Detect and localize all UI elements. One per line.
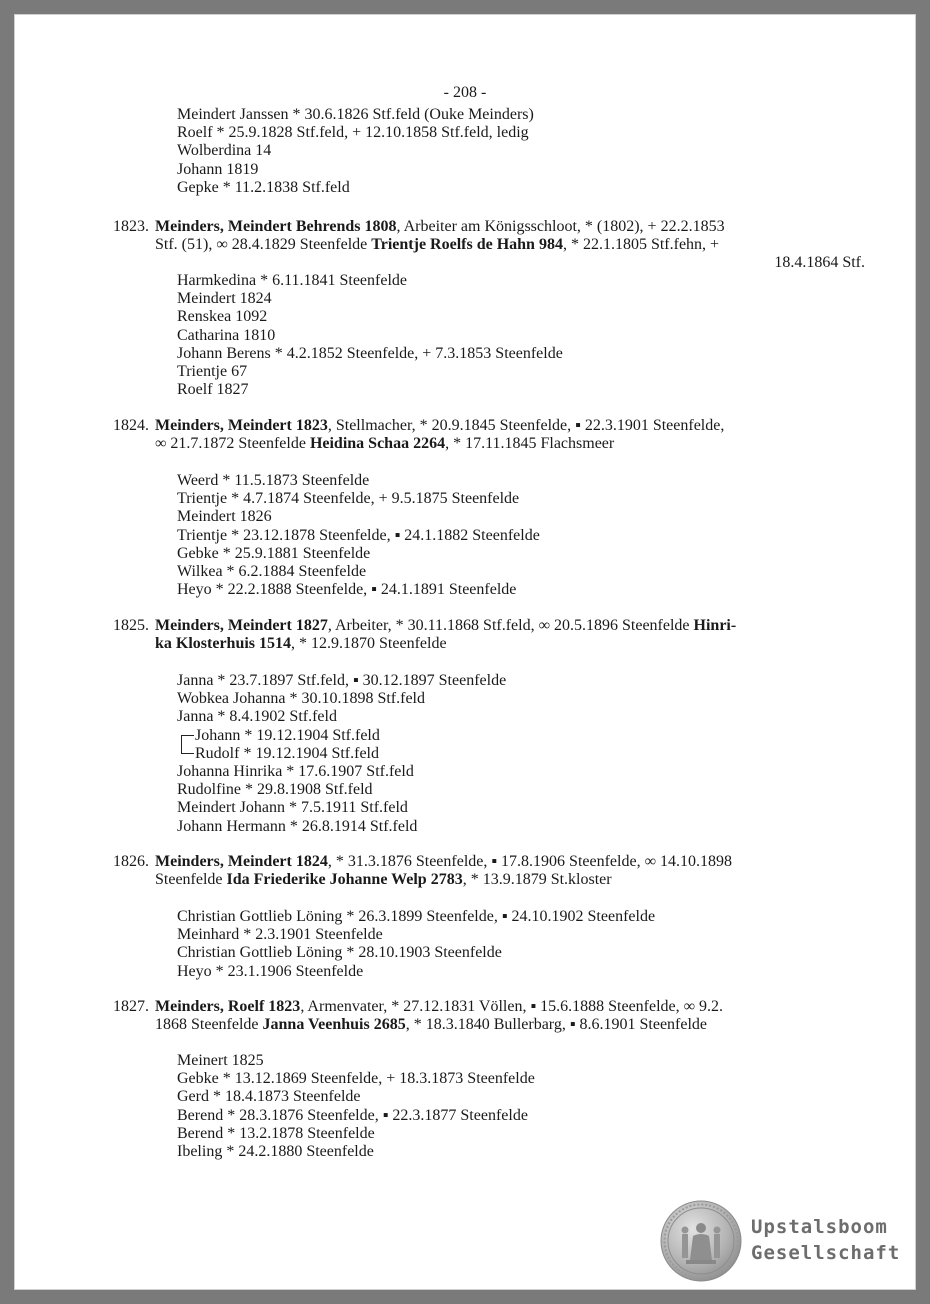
page-number: - 208 - — [443, 84, 487, 101]
child-entry: Gerd * 18.4.1873 Steenfelde — [177, 1088, 361, 1106]
child-entry: Meinert 1825 — [177, 1052, 264, 1069]
child-entry: Wobkea Johanna * 30.10.1898 Stf.feld — [177, 690, 425, 708]
child-entry: Johann Berens * 4.2.1852 Steenfelde, + 7.3.1853 Steenfelde — [177, 344, 563, 362]
entry-number: 1827. — [113, 998, 149, 1015]
child-entry: Heyo * 22.2.1888 Steenfelde, ▪ 24.1.1891 Steenfelde — [177, 581, 517, 599]
entry-text: , Arbeiter am Königsschloot, * (1802), + 22.2.1853 — [396, 218, 725, 235]
society-name-line2: Gesellschaft — [751, 1242, 901, 1264]
child-entry: Weerd * 11.5.1873 Steenfelde — [177, 472, 370, 489]
child-entry: Wilkea * 6.2.1884 Steenfelde — [177, 563, 367, 581]
society-name — [751, 1214, 900, 1266]
entry-1823-header — [113, 218, 865, 273]
spouse-name: Janna Veenhuis 2685 — [262, 1016, 406, 1034]
entry-text: Stf. (51), ∞ 28.4.1829 Steenfelde — [155, 236, 372, 254]
entry-number: 1823. — [113, 218, 149, 235]
child-entry: Janna * 23.7.1897 Stf.feld, ▪ 30.12.1897 Steenfelde — [177, 672, 507, 689]
child-entry: Johanna Hinrika * 17.6.1907 Stf.feld — [177, 763, 414, 781]
child-entry: Trientje * 4.7.1874 Steenfelde, + 9.5.1875 Steenfelde — [177, 490, 520, 508]
entry-text: , Arbeiter, * 30.11.1868 Stf.feld, ∞ 20.5.1896 Steenfelde — [327, 617, 694, 634]
twins-group — [177, 727, 506, 763]
twins-bracket — [181, 735, 194, 754]
child-entry: Janna * 8.4.1902 Stf.feld — [177, 708, 337, 726]
child-entry: Meindert 1824 — [177, 290, 272, 308]
child-entry: Gebke * 13.12.1869 Steenfelde, + 18.3.1873 Steenfelde — [177, 1070, 535, 1088]
child-entry: Meindert 1826 — [177, 508, 272, 526]
child-entry: Meindert Janssen * 30.6.1826 Stf.feld (Ouke Meinders) — [177, 106, 534, 123]
child-entry: Meinhard * 2.3.1901 Steenfelde — [177, 926, 383, 944]
spouse-name: Heidina Schaa 2264 — [309, 435, 446, 453]
child-entry: Berend * 13.2.1878 Steenfelde — [177, 1124, 375, 1142]
entry-text: , * 18.3.1840 Bullerbarg, ▪ 8.6.1901 Steenfelde — [405, 1016, 708, 1034]
entry-1825-header — [113, 617, 865, 653]
spouse-name: ka Klosterhuis 1514 — [155, 635, 292, 653]
child-entry: Rudolf * 19.12.1904 Stf.feld — [195, 744, 379, 762]
child-entry: Berend * 28.3.1876 Steenfelde, ▪ 22.3.1877 Steenfelde — [177, 1106, 528, 1124]
entry-number: 1824. — [113, 417, 149, 434]
entry-text: 18.4.1864 Stf. — [774, 254, 865, 272]
entry-text: , * 13.9.1879 St.kloster — [462, 871, 612, 889]
child-entry: Catharina 1810 — [177, 326, 276, 344]
person-name: Meinders, Meindert 1827 — [155, 617, 328, 634]
entry-text: Steenfelde — [155, 871, 227, 889]
person-name: Meinders, Meindert 1823 — [155, 417, 328, 434]
entry-1827-header — [113, 998, 865, 1034]
entry-1826-children — [177, 908, 655, 981]
child-entry: Heyo * 23.1.1906 Steenfelde — [177, 962, 364, 980]
child-entry: Trientje * 23.12.1878 Steenfelde, ▪ 24.1.1882 Steenfelde — [177, 526, 540, 544]
child-entry: Roelf 1827 — [177, 381, 249, 399]
child-entry: Johann * 19.12.1904 Stf.feld — [195, 726, 380, 744]
entry-text: , * 22.1.1805 Stf.fehn, + — [562, 236, 720, 254]
child-entry: Wolberdina 14 — [177, 142, 272, 160]
child-entry: Roelf * 25.9.1828 Stf.feld, + 12.10.1858 Stf.feld, ledig — [177, 124, 529, 142]
society-seal-logo — [660, 1200, 742, 1282]
child-entry: Harmkedina * 6.11.1841 Steenfelde — [177, 272, 408, 289]
spouse-name: Trientje Roelfs de Hahn 984 — [371, 236, 563, 254]
child-entry: Trientje 67 — [177, 363, 248, 381]
entry-1827-children — [177, 1052, 535, 1161]
entry-1825-children — [177, 672, 506, 836]
entry-text: , * 17.11.1845 Flachsmeer — [445, 435, 615, 453]
person-name: Meinders, Roelf 1823 — [155, 998, 301, 1015]
entry-number: 1825. — [113, 617, 149, 634]
entry-text: , Stellmacher, * 20.9.1845 Steenfelde, ▪ 22.3.1901 Steenfelde, — [327, 417, 725, 434]
entry-number: 1826. — [113, 853, 149, 870]
entry-1826-header — [113, 853, 865, 889]
entry-text: , * 12.9.1870 Steenfelde — [291, 635, 447, 653]
child-entry: Meindert Johann * 7.5.1911 Stf.feld — [177, 799, 408, 817]
child-entry: Renskea 1092 — [177, 308, 268, 326]
children-list-continued — [177, 106, 534, 197]
spouse-name: Ida Friederike Johanne Welp 2783 — [226, 871, 463, 889]
entry-text: ∞ 21.7.1872 Steenfelde — [155, 435, 310, 453]
child-entry: Christian Gottlieb Löning * 26.3.1899 Steenfelde, ▪ 24.10.1902 Steenfelde — [177, 908, 656, 925]
entry-text: , * 31.3.1876 Steenfelde, ▪ 17.8.1906 Steenfelde, ∞ 14.10.1898 — [327, 853, 732, 870]
child-entry: Johann 1819 — [177, 160, 259, 178]
entry-1824-children — [177, 472, 540, 599]
entry-text: , Armenvater, * 27.12.1831 Völlen, ▪ 15.6.1888 Steenfelde, ∞ 9.2. — [300, 998, 724, 1015]
child-entry: Ibeling * 24.2.1880 Steenfelde — [177, 1143, 374, 1161]
person-name: Meinders, Meindert 1824 — [155, 853, 328, 870]
child-entry: Rudolfine * 29.8.1908 Stf.feld — [177, 781, 373, 799]
child-entry: Gebke * 25.9.1881 Steenfelde — [177, 544, 371, 562]
entry-1823-children — [177, 272, 563, 399]
child-entry: Christian Gottlieb Löning * 28.10.1903 Steenfelde — [177, 944, 502, 962]
child-entry: Johann Hermann * 26.8.1914 Stf.feld — [177, 817, 418, 835]
child-entry: Gepke * 11.2.1838 Stf.feld — [177, 178, 350, 196]
entry-1824-header — [113, 417, 865, 453]
spouse-name: Hinri- — [693, 617, 737, 634]
society-name-line1: Upstalsboom — [751, 1216, 888, 1238]
person-name: Meinders, Meindert Behrends 1808 — [155, 218, 397, 235]
document-page — [14, 14, 916, 1290]
entry-text: 1868 Steenfelde — [155, 1016, 263, 1034]
